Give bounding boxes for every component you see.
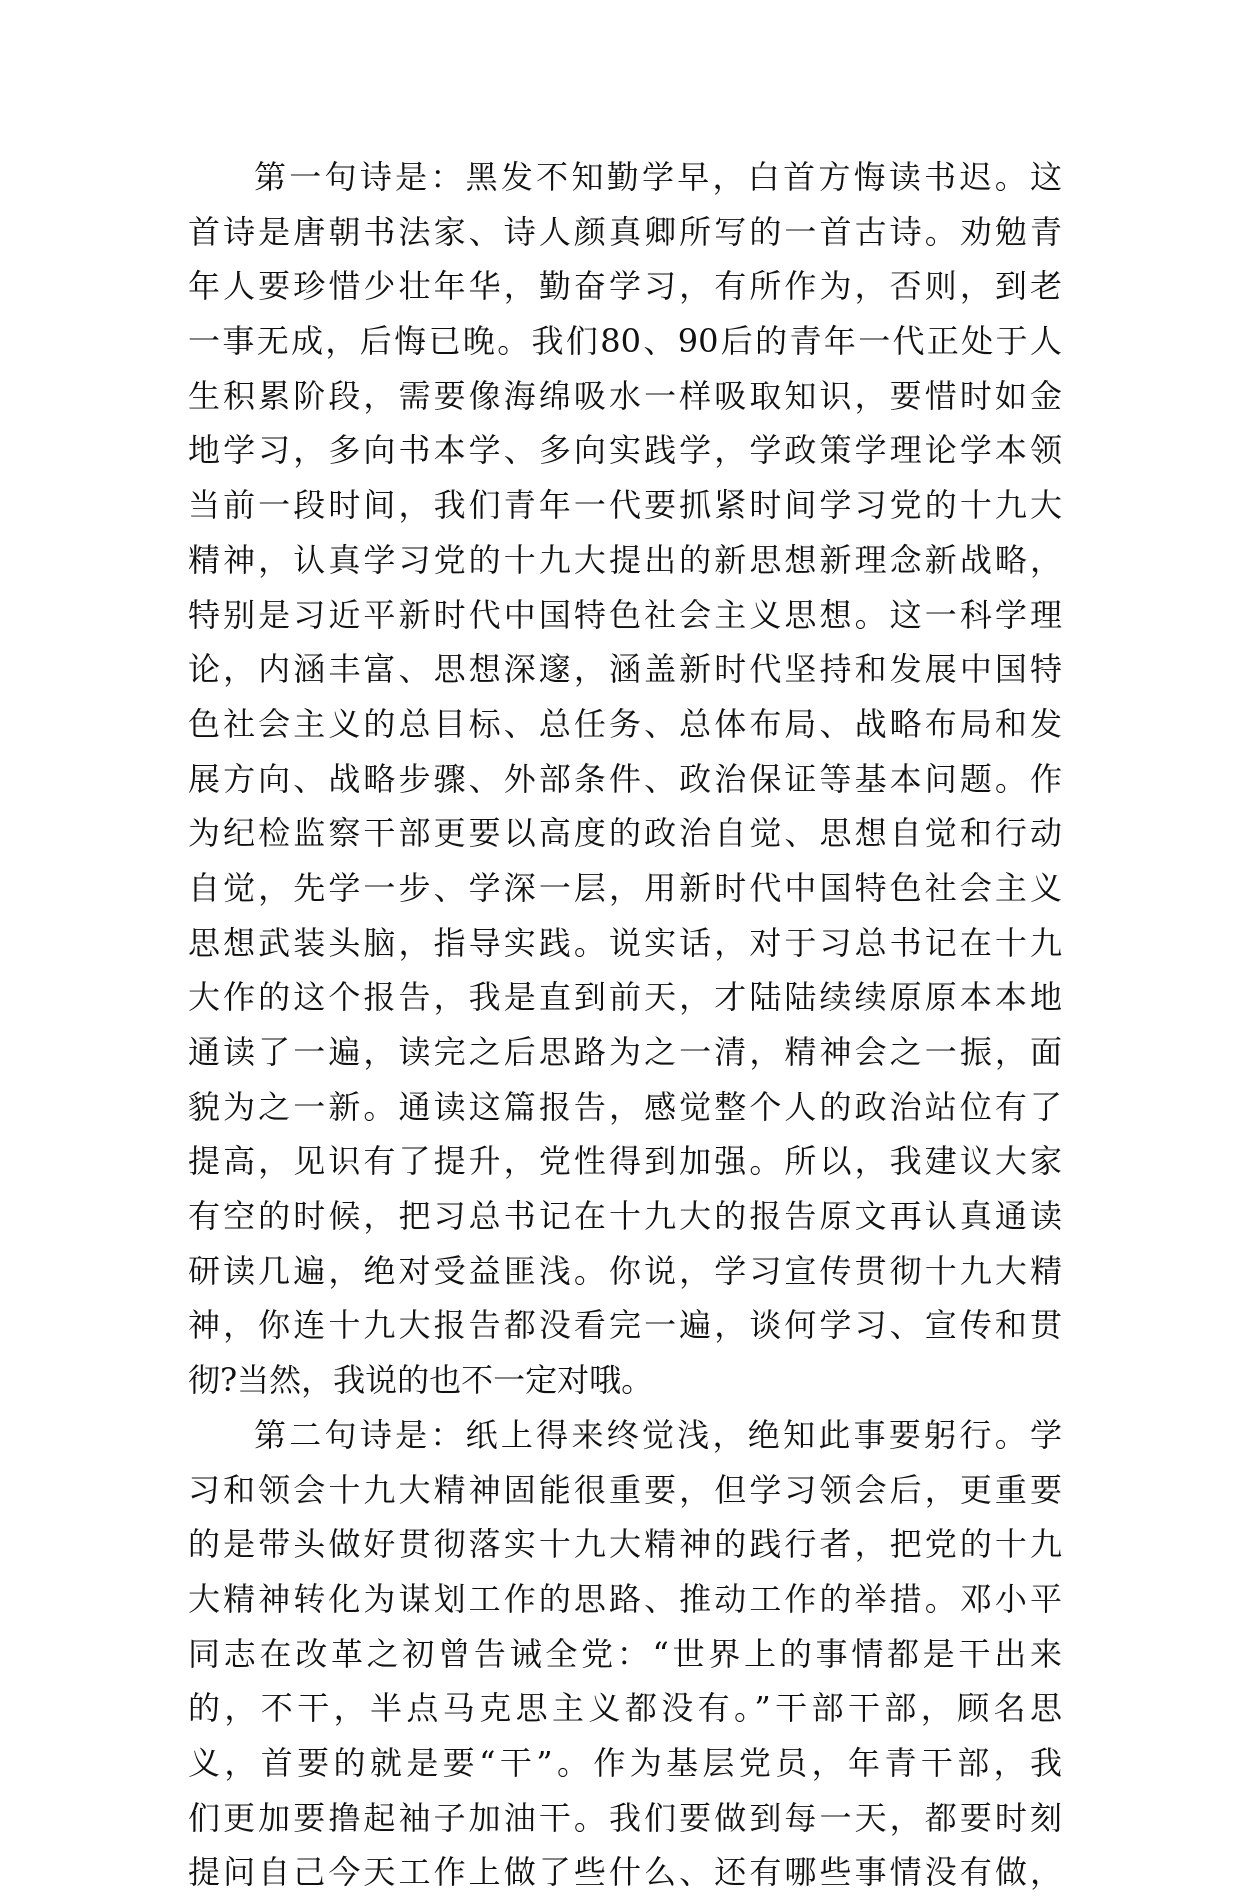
text-line: 特别是习近平新时代中国特色社会主义思想。这一科学理: [188, 595, 1062, 634]
text-line: 地学习，多向书本学、多向实践学，学政策学理论学本领: [188, 431, 1062, 470]
text-line: 第二句诗是：纸上得来终觉浅，绝知此事要躬行。学: [254, 1415, 1062, 1454]
text-line: 自觉，先学一步、学深一层，用新时代中国特色社会主义: [188, 868, 1062, 907]
text-line: 第一句诗是：黑发不知勤学早，白首方悔读书迟。这: [254, 158, 1062, 196]
text-line: 年人要珍惜少壮年华，勤奋学习，有所作为，否则，到老: [188, 267, 1062, 306]
text-line: 神，你连十九大报告都没看完一遍，谈何学习、宣传和贯: [188, 1306, 1062, 1345]
document-body: [188, 150, 1062, 1900]
text-line: 的是带头做好贯彻落实十九大精神的践行者，把党的十九: [188, 1525, 1062, 1564]
text-line: 通读了一遍，读完之后思路为之一清，精神会之一振，面: [188, 1033, 1062, 1071]
text-line: 大精神转化为谋划工作的思路、推动工作的举措。邓小平: [188, 1579, 1062, 1618]
text-line: 色社会主义的总目标、总任务、总体布局、战略布局和发: [188, 704, 1062, 743]
text-line: 有空的时候，把习总书记在十九大的报告原文再认真通读: [188, 1197, 1062, 1236]
text-line: 们更加要撸起袖子加油干。我们要做到每一天，都要时刻: [188, 1798, 1062, 1837]
text-line: 提问自己今天工作上做了些什么、还有哪些事情没有做，: [188, 1853, 1062, 1892]
text-line: 思想武装头脑，指导实践。说实话，对于习总书记在十九: [188, 923, 1062, 962]
text-line: 提高，见识有了提升，党性得到加强。所以，我建议大家: [188, 1142, 1062, 1181]
text-line: 的，不干，半点马克思主义都没有。”干部干部，顾名思: [188, 1689, 1062, 1728]
text-line: 首诗是唐朝书法家、诗人颜真卿所写的一首古诗。劝勉青: [188, 212, 1062, 251]
text-line: 精神，认真学习党的十九大提出的新思想新理念新战略，: [188, 540, 1062, 579]
text-line: 貌为之一新。通读这篇报告，感觉整个人的政治站位有了: [188, 1087, 1062, 1126]
text-line: 彻?当然，我说的也不一定对哦。: [188, 1361, 654, 1400]
text-line: 为纪检监察干部更要以高度的政治自觉、思想自觉和行动: [188, 814, 1062, 853]
text-line: 大作的这个报告，我是直到前天，才陆陆续续原原本本地: [188, 978, 1062, 1017]
text-line: 生积累阶段，需要像海绵吸水一样吸取知识，要惜时如金: [188, 376, 1062, 415]
text-line: 当前一段时间，我们青年一代要抓紧时间学习党的十九大: [188, 486, 1062, 525]
text-line: 一事无成，后悔已晚。我们80、90后的青年一代正处于人: [188, 322, 1062, 361]
text-line: 论，内涵丰富、思想深邃，涵盖新时代坚持和发展中国特: [188, 650, 1062, 689]
paragraph-2: [188, 1408, 1062, 1900]
text-line: 习和领会十九大精神固能很重要，但学习领会后，更重要: [188, 1470, 1062, 1509]
paragraph-1: [188, 150, 1062, 1408]
text-line: 展方向、战略步骤、外部条件、政治保证等基本问题。作: [188, 759, 1062, 798]
text-line: 同志在改革之初曾告诫全党：“世界上的事情都是干出来: [188, 1634, 1062, 1673]
text-line: 义，首要的就是要“干”。作为基层党员，年青干部，我: [188, 1743, 1062, 1782]
text-line: 研读几遍，绝对受益匪浅。你说，学习宣传贯彻十九大精: [188, 1251, 1062, 1290]
